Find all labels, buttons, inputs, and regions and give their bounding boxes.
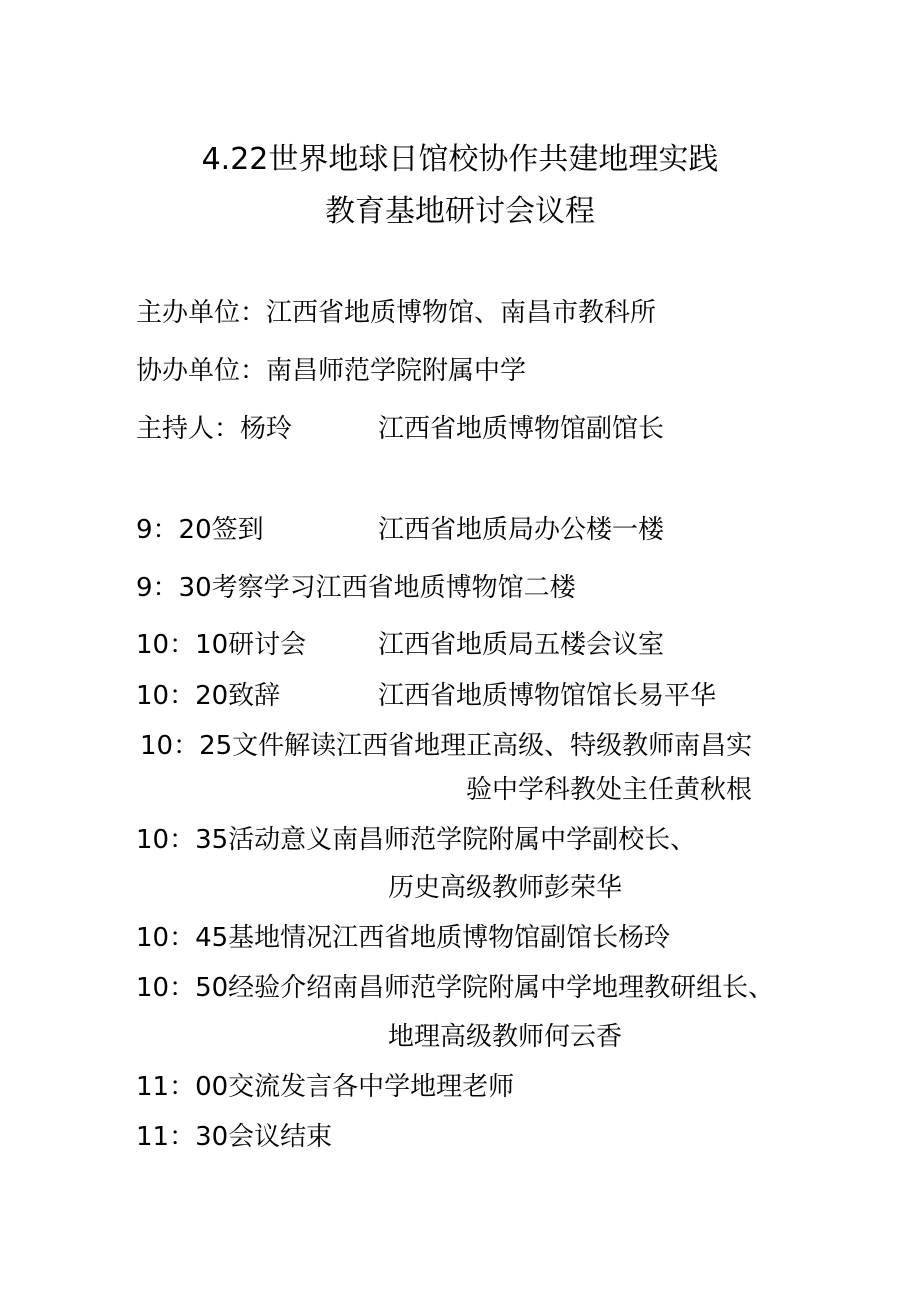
agenda-item: 10：35活动意义南昌师范学院附属中学副校长、 (136, 825, 697, 855)
title-line-2: 教育基地研讨会议程 (325, 194, 595, 229)
agenda-item-detail: 江西省地质局办公楼一楼 (378, 515, 665, 545)
agenda-item-detail: 江西省地质博物馆馆长易平华 (378, 681, 717, 711)
moderator-title: 江西省地质博物馆副馆长 (378, 414, 665, 444)
agenda-item-continuation: 历史高级教师彭荣华 (388, 873, 623, 903)
agenda-item: 10：25文件解读江西省地理正高级、特级教师南昌实 (140, 731, 753, 761)
agenda-item: 10：50经验介绍南昌师范学院附属中学地理教研组长、 (136, 973, 775, 1003)
agenda-item-time: 10：20致辞 (136, 681, 281, 711)
agenda-item: 11：00交流发言各中学地理老师 (136, 1072, 515, 1102)
agenda-item-time: 9：20签到 (136, 515, 264, 545)
co-host-organizer: 协办单位：南昌师范学院附属中学 (136, 356, 527, 386)
host-organizer: 主办单位：江西省地质博物馆、南昌市教科所 (136, 298, 657, 328)
agenda-item-continuation: 验中学科教处主任黄秋根 (466, 775, 753, 805)
title-line-1: 4.22世界地球日馆校协作共建地理实践 (201, 142, 719, 177)
agenda-item: 9：30考察学习江西省地质博物馆二楼 (136, 573, 576, 603)
agenda-item-time: 10：10研讨会 (136, 630, 307, 660)
agenda-item: 11：30会议结束 (136, 1122, 333, 1152)
agenda-item-detail: 江西省地质局五楼会议室 (378, 630, 665, 660)
moderator-name: 主持人：杨玲 (136, 414, 293, 444)
agenda-item-continuation: 地理高级教师何云香 (388, 1022, 623, 1052)
agenda-item: 10：45基地情况江西省地质博物馆副馆长杨玲 (136, 923, 671, 953)
